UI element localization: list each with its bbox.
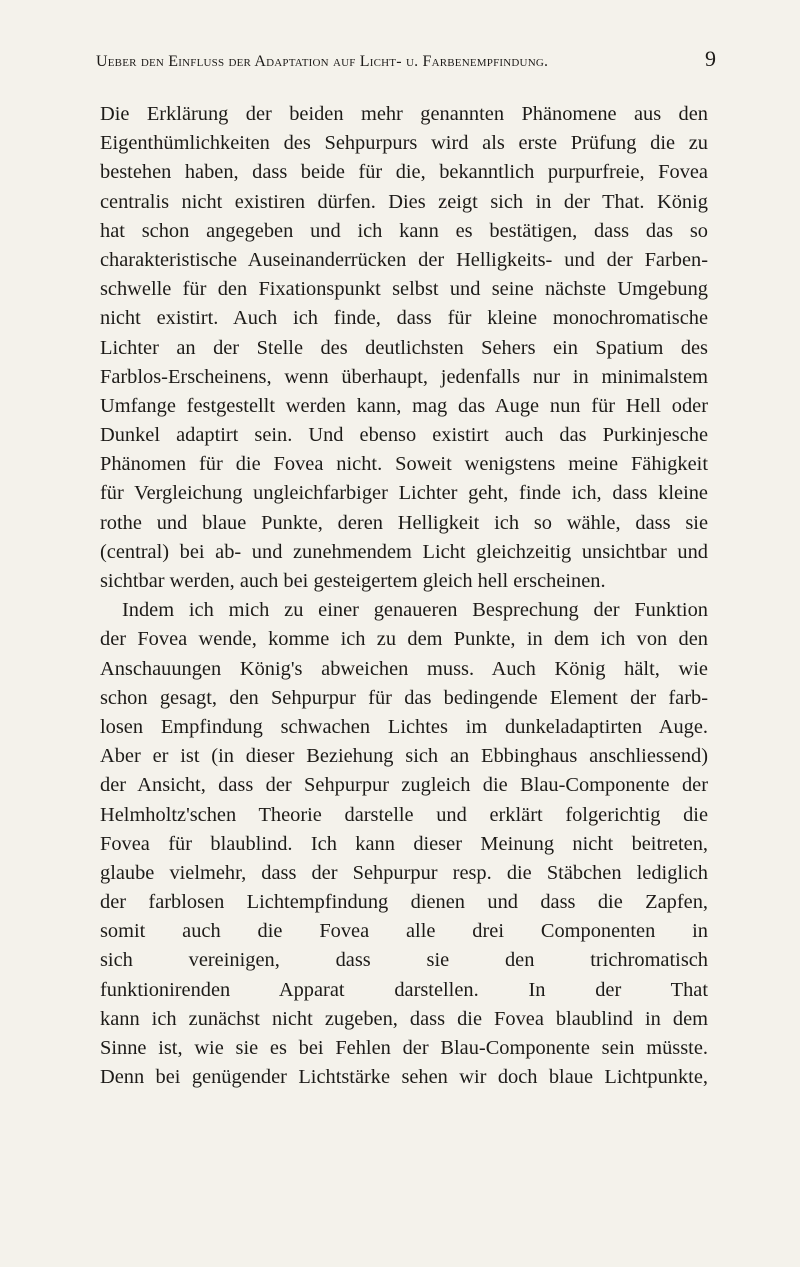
text-line: Die Erklärung der beiden mehr genannten Phänomene aus den: [100, 103, 708, 125]
text-line: rothe und blaue Punkte, deren Helligkeit ich so wähle, dass sie: [100, 511, 708, 534]
running-head: [96, 46, 716, 74]
text-line: somit auch die Fovea alle drei Componenten in: [100, 920, 708, 943]
text-line: Indem ich mich zu einer genaueren Besprechung der Funktion: [122, 599, 708, 622]
text-line: funktionirenden Apparat darstellen. In der That: [100, 978, 708, 1001]
text-line: schwelle für den Fixationspunkt selbst und seine nächste Umgebung: [100, 278, 708, 301]
text-line: der Ansicht, dass der Sehpurpur zugleich die Blau-Componente der: [100, 774, 708, 797]
text-line: Sinne ist, wie sie es bei Fehlen der Blau-Componente sein müsste.: [100, 1037, 708, 1059]
running-title: Ueber den Einfluss der Adaptation auf Licht- u. Farbenempfindung.: [96, 53, 549, 70]
text-line: sich vereinigen, dass sie den trichromatisch: [100, 949, 708, 972]
text-line: Eigenthümlichkeiten des Sehpurpurs wird als erste Prüfung die zu: [100, 132, 708, 155]
text-line: Umfange festgestellt werden kann, mag das Auge nun für Hell oder: [100, 394, 708, 417]
text-line: Aber er ist (in dieser Beziehung sich an Ebbinghaus anschliessend): [100, 745, 708, 768]
text-line: nicht existirt. Auch ich finde, dass für kleine monochromatische: [100, 307, 708, 330]
text-line: sichtbar werden, auch bei gesteigertem gleich hell erscheinen.: [100, 570, 606, 592]
text-line: Farblos-Erscheinens, wenn überhaupt, jedenfalls nur in minimalstem: [100, 365, 708, 388]
text-line: der farblosen Lichtempfindung dienen und dass die Zapfen,: [100, 891, 708, 914]
text-line: Anschauungen König's abweichen muss. Auch König hält, wie: [100, 657, 708, 680]
text-line: (central) bei ab- und zunehmendem Licht gleichzeitig unsichtbar und: [100, 540, 708, 563]
text-line: Dunkel adaptirt sein. Und ebenso existirt auch das Purkinjesche: [100, 424, 708, 447]
text-line: Phänomen für die Fovea nicht. Soweit wenigstens meine Fähigkeit: [100, 453, 708, 476]
body-text: [100, 100, 708, 1092]
text-line: charakteristische Auseinanderrücken der Helligkeits- und der Farben-: [100, 248, 708, 271]
page-number: 9: [705, 46, 716, 71]
text-line: kann ich zunächst nicht zugeben, dass die Fovea blaublind in dem: [100, 1007, 708, 1030]
text-line: centralis nicht existiren dürfen. Dies zeigt sich in der That. König: [100, 190, 708, 213]
text-line: Denn bei genügender Lichtstärke sehen wir doch blaue Lichtpunkte,: [100, 1066, 708, 1089]
text-line: hat schon angegeben und ich kann es bestätigen, dass das so: [100, 219, 708, 242]
text-line: Helmholtz'schen Theorie darstelle und erklärt folgerichtig die: [100, 803, 708, 826]
text-line: glaube vielmehr, dass der Sehpurpur resp. die Stäbchen lediglich: [100, 861, 708, 884]
text-line: losen Empfindung schwachen Lichtes im dunkeladaptirten Auge.: [100, 715, 708, 738]
text-line: Fovea für blaublind. Ich kann dieser Meinung nicht beitreten,: [100, 832, 708, 855]
text-line: für Vergleichung ungleichfarbiger Lichter geht, finde ich, dass kleine: [100, 482, 708, 505]
text-line: schon gesagt, den Sehpurpur für das bedingende Element der farb-: [100, 686, 708, 709]
text-line: der Fovea wende, komme ich zu dem Punkte, in dem ich von den: [100, 628, 708, 651]
text-line: Lichter an der Stelle des deutlichsten Sehers ein Spatium des: [100, 336, 708, 359]
text-line: bestehen haben, dass beide für die, bekanntlich purpurfreie, Fovea: [100, 161, 708, 184]
